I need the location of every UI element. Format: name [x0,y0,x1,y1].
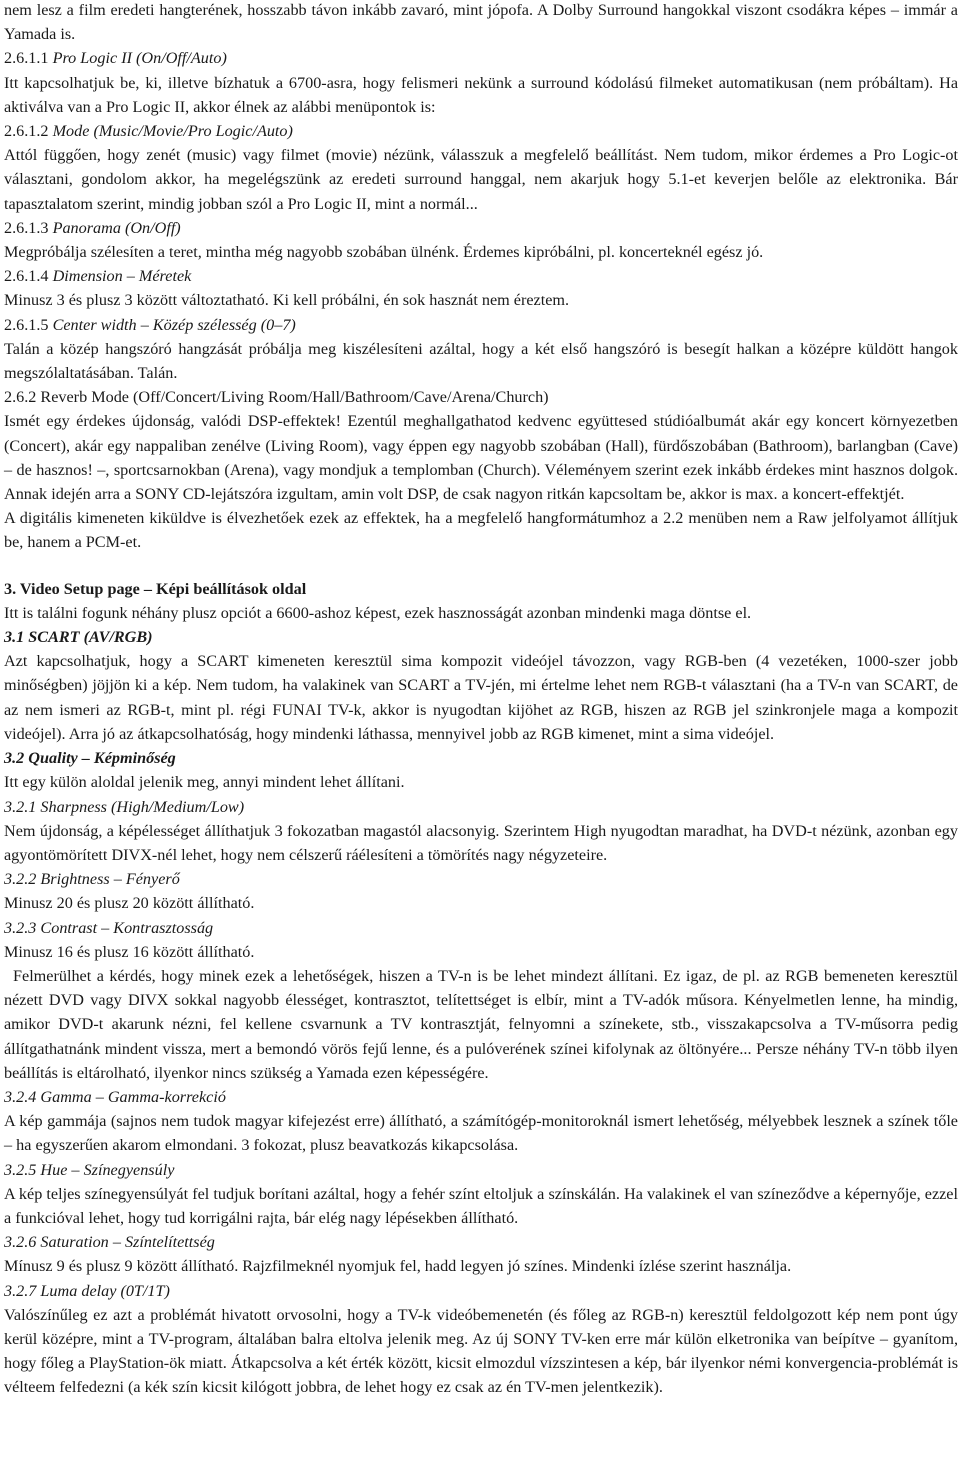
body-paragraph: A kép gammája (sajnos nem tudok magyar kifejezést erre) állítható, a számítógép-monitoroknál ismert lehetőség, mélyebbek lesznek a színek tőle – ha egyszerűen akarom elmondani. 3 fokozat, plusz beavatkozás kikapcsolása. [4,1112,958,1155]
subsection-heading [4,313,958,337]
body-paragraph: Itt is találni fogunk néhány plusz opciót a 6600-ashoz képest, ezek hasznosságát azonban mindenki maga döntse el. [4,603,752,622]
subsection-heading: 2.6.2 Reverb Mode (Off/Concert/Living Room/Hall/Bathroom/Cave/Arena/Church) [4,388,549,407]
subsection-heading [4,216,958,240]
subsection-heading: 3.2 Quality – Képminőség [4,749,176,768]
heading-title: Dimension – Méretek [52,267,192,286]
body-paragraph: Ismét egy érdekes újdonság, valódi DSP-effektek! Ezentúl meghallgathatod kedvenc együttesed stúdióalbumát akár egy koncert környezetben (Concert), akár egy nappaliban zenélve (Living Room), vagy éppen egy nagyobb szobában (Hall), fürdőszobában (Bathroom), barlangban (Cave) – de hasznos! –, sportcsarnokban (Arena), vagy mondjuk a templomban (Church). Véleményem szerint ezek inkább érdekes mint hasznos dolgok. Annak idején arra a SONY CD-lejátszóra izgultam, amin volt DSP, de csak nagyon ritkán kapcsoltam be, akkor is max. a koncert-effektjét. [4,412,958,504]
body-paragraph: Valószínűleg ez azt a problémát hivatott orvosolni, hogy a TV-k videóbemenetén (és főleg az RGB-n) keresztül feldolgozott kép nem pont úgy kerül középre, mint a TV-program, általában balra eltolva jelenik meg. Az új SONY TV-ken erre már külön elketronika van beípítve – gyanítom, hogy főleg a PlayStation-ök miatt. Átkapcsolva a két érték között, kicsit elmozdul vízszintesen a kép, bár ilyenkor némi konvergencia-problémát is vélteem felfedezni (a kék szín kicsit kilógott jobbra, de lehet hogy ez csak az én TV-men jelentkezik). [4,1305,958,1397]
subsection-heading: 3.2.3 Contrast – Kontrasztosság [4,918,214,937]
body-paragraph: nem lesz a film eredeti hangterének, hosszabb távon inkább zavaró, mint jópofa. A Dolby Surround hangokkal viszont csodákra képes – immár a Yamada is. [4,1,958,44]
subsection-heading: 3.2.5 Hue – Színegyensúly [4,1160,175,1179]
subsection-heading: 3.2.4 Gamma – Gamma-korrekció [4,1087,226,1106]
body-paragraph: Minusz 16 és plusz 16 között állítható. [4,942,255,961]
subsection-heading: 3.2.6 Saturation – Színtelítettség [4,1233,215,1252]
heading-title: Pro Logic II (On/Off/Auto) [52,49,227,68]
body-paragraph: Itt kapcsolhatjuk be, ki, illetve bízhatuk a 6700-asra, hogy felismeri nekünk a surround kódolású filmeket automatikusan (nem próbáltam). Ha aktiválva van a Pro Logic II, akkor élnek az alábbi menüpontok is: [4,73,958,116]
heading-number: 2.6.1.1 [4,49,49,68]
body-paragraph: A kép teljes színegyensúlyát fel tudjuk borítani azáltal, hogy a fehér színt eltoljuk a színskálán. Ha valakinek el van színeződve a képernyője, ezzel a funkcióval lehet, hogy tud korrigálni rajta, bár elég nagy lépésekben állítható. [4,1184,958,1227]
subsection-heading [4,264,958,288]
body-paragraph: Nem újdonság, a képélességet állíthatjuk 3 fokozatban magastól alacsonyig. Szerintem High nyugodtan maradhat, ha DVD-t nézünk, azonban egy agyontömörített DIVX-nél lehet, hogy nem célszerű ráélesíteni a tömörítés nagy négyzeteire. [4,821,958,864]
body-paragraph: Itt egy külön aloldal jelenik meg, annyi mindent lehet állítani. [4,773,405,792]
heading-title: Mode (Music/Movie/Pro Logic/Auto) [52,122,293,141]
body-paragraph: Azt kapcsolhatjuk, hogy a SCART kimeneten keresztül sima kompozit videójel távozzon, vagy RGB-ben (4 vezetéken, 1000-szer jobb minőségben) jöjjön ki a kép. Nem tudom, ha valakinek van SCART a TV-jén, mi értelme lehet nem RGB-t választani (ha a TV-n van SCART, de az nem ismeri az RGB-t, mint pl. régi FUNAI TV-k, akkor is nyugodtan kijöhet az RGB, hiszen az RGB jel szinkronjele maga a kompozit videójel). Arra jó az átkapcsolhatóság, hogy mindenki láthassa, mennyivel jobb az RGB kimenet, mint a sima videójel. [4,652,958,743]
subsection-heading: 3.2.7 Luma delay (0T/1T) [4,1281,170,1300]
body-paragraph: Minusz 3 és plusz 3 között változtatható. Ki kell próbálni, én sok hasznát nem éreztem. [4,291,570,310]
heading-number: 2.6.1.3 [4,218,49,237]
subsection-heading [4,119,958,143]
subsection-heading [4,46,958,70]
body-paragraph: Attól függően, hogy zenét (music) vagy filmet (movie) nézünk, válasszuk a megfelelő beállítást. Nem tudom, mikor érdemes a Pro Logic-ot választani, gondolom akkor, ha megelégszünk az eredeti surround hanggal, nem akarjuk hogy 5.1-et keverjen belőle az elektronika. Bár tapasztalatom szerint, mindig jobban szól a Pro Logic II, mint a normál... [4,146,958,213]
body-paragraph: Megpróbálja szélesíten a teret, mintha még nagyobb szobában ülnénk. Érdemes kipróbálni, pl. koncerteknél egész jó. [4,243,764,262]
body-paragraph: Minusz 20 és plusz 20 között állítható. [4,894,255,913]
body-paragraph: A digitális kimeneten kiküldve is élvezhetőek ezek az effektek, ha a megfelelő hangformátumhoz a 2.2 menüben nem a Raw jelfolyamot állítjuk be, hanem a PCM-et. [4,509,958,552]
subsection-heading: 3.1 SCART (AV/RGB) [4,628,153,647]
section-heading: 3. Video Setup page – Képi beállítások oldal [4,579,307,598]
heading-title: Panorama (On/Off) [52,218,181,237]
document-page [4,0,958,1400]
section-spacer [4,555,958,577]
body-paragraph: Talán a közép hangszóró hangzását próbálja meg kiszélesíteni azáltal, hogy a két első hangszóró is besegít halkan a középre küldött hangok megszólaltatásában. Talán. [4,339,958,383]
body-paragraph: Mínusz 9 és plusz 9 között állítható. Rajzfilmeknél nyomjuk fel, hadd legyen jó színes. Mindenki ízlése szerint használja. [4,1257,792,1276]
subsection-heading: 3.2.1 Sharpness (High/Medium/Low) [4,797,245,816]
subsection-heading: 3.2.2 Brightness – Fényerő [4,870,180,889]
heading-number: 2.6.1.2 [4,122,49,141]
heading-number: 2.6.1.5 [4,315,49,334]
body-paragraph: Felmerülhet a kérdés, hogy minek ezek a lehetőségek, hiszen a TV-n is be lehet mindezt állítani. Ez igaz, de pl. az RGB bemeneten keresztül nézett DVD vagy DIVX sokkal nagyobb élességet, kontrasztot, telítettséget is elbír, mint a TV-adók műsora. Kényelmetlen lenne, ha mindig, amikor DVD-t akarunk nézni, fel kellene csvarnunk a TV kontrasztját, felnyomni a színekete, stb., visszakapcsolva a TV-műsorra pedig állítgathatnánk mindent vissza, mert a bemondó vörös fejű lenne, és a pulóverének színei kifolynak az öltönyére... Persze néhány TV-n több ilyen beállítás is eltárolható, ilyenkor nincs szükség a Yamada ezen képességére. [4,966,958,1082]
heading-title: Center width – Közép szélesség (0–7) [52,315,296,334]
heading-number: 2.6.1.4 [4,267,49,286]
